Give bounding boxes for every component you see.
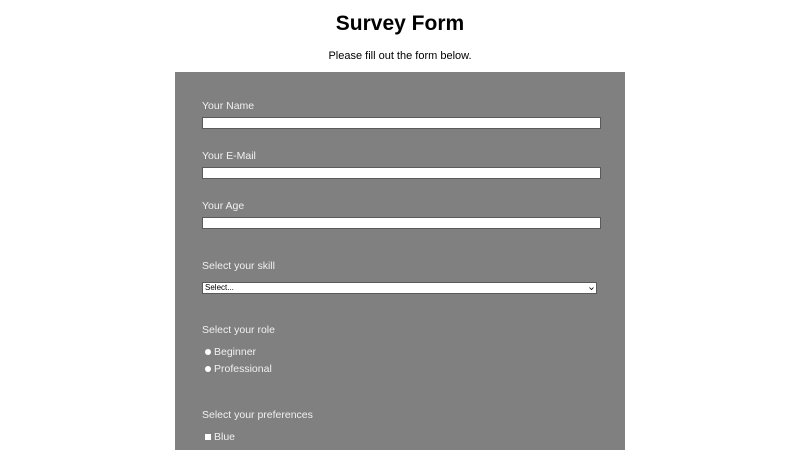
page-title: Survey Form xyxy=(335,12,465,35)
role-option-label: Professional xyxy=(214,363,272,375)
skill-select[interactable] xyxy=(202,282,597,294)
role-label: Select your role xyxy=(202,324,275,336)
age-label: Your Age xyxy=(202,200,245,212)
name-label: Your Name xyxy=(202,100,255,112)
preference-option-blue[interactable] xyxy=(205,431,235,443)
preference-option-label: Blue xyxy=(214,431,236,443)
preferences-label: Select your preferences xyxy=(202,409,313,421)
page-description: Please fill out the form below. xyxy=(328,50,472,62)
role-option-label: Beginner xyxy=(214,346,257,358)
chevron-down-icon xyxy=(589,286,594,291)
email-input[interactable] xyxy=(202,167,601,179)
role-option-professional[interactable] xyxy=(205,363,272,375)
skill-label: Select your skill xyxy=(202,260,275,272)
checkbox-icon[interactable] xyxy=(205,434,211,440)
email-label: Your E-Mail xyxy=(202,150,256,162)
skill-select-value: Select... xyxy=(205,283,234,292)
age-input[interactable] xyxy=(202,217,601,229)
radio-icon[interactable] xyxy=(205,366,211,372)
survey-form-panel xyxy=(175,72,625,450)
role-option-beginner[interactable] xyxy=(205,346,256,358)
name-input[interactable] xyxy=(202,117,601,129)
radio-icon[interactable] xyxy=(205,349,211,355)
